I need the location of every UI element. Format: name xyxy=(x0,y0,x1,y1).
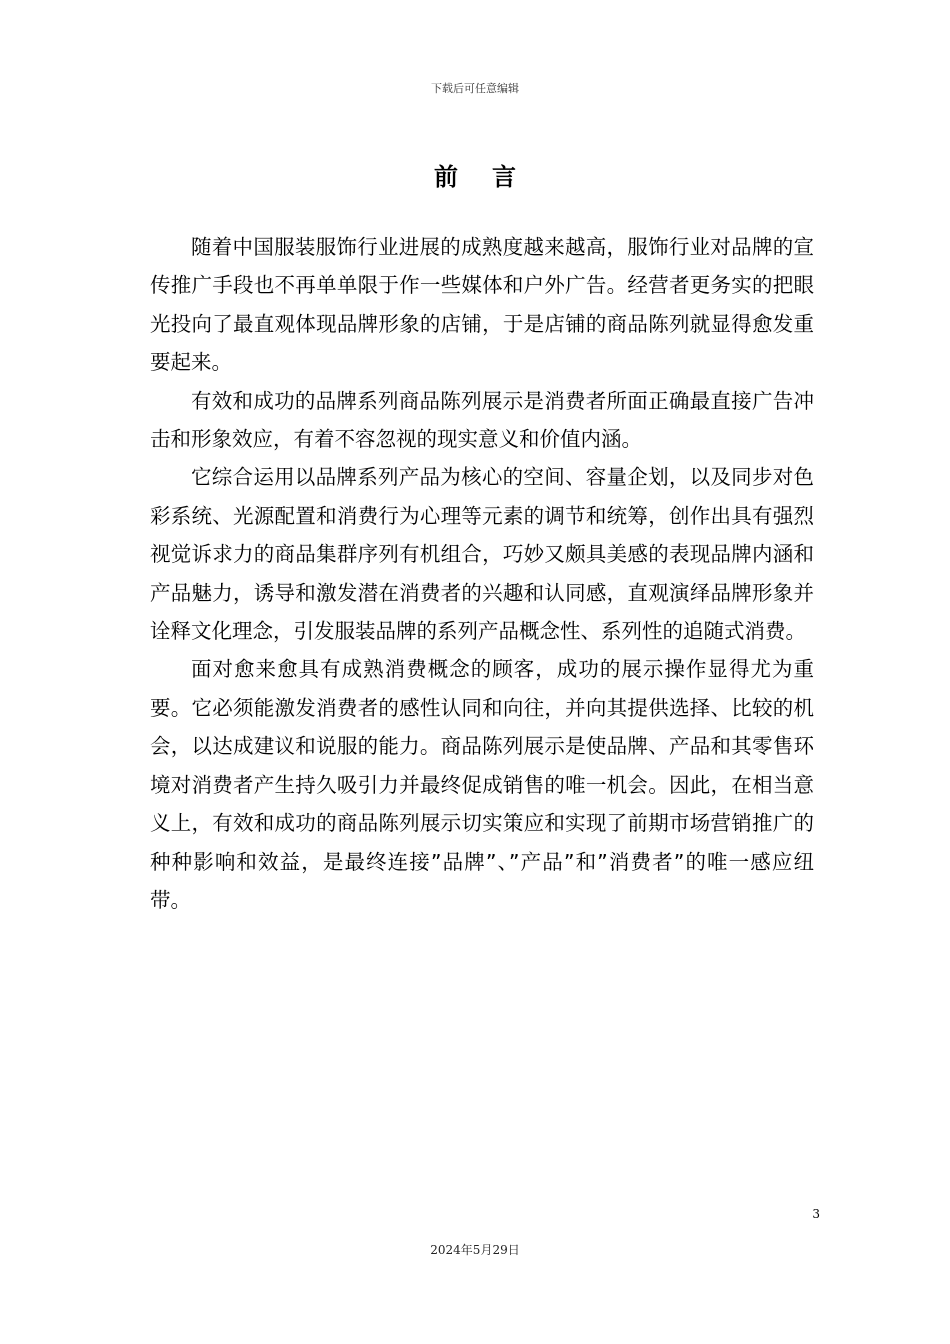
page-number: 3 xyxy=(812,1207,820,1221)
paragraph: 有效和成功的品牌系列商品陈列展示是消费者所面正确最直接广告冲击和形象效应，有着不容忽视的现实意义和价值内涵。 xyxy=(150,388,814,452)
paragraph: 面对愈来愈具有成熟消费概念的顾客，成功的展示操作显得尤为重要。它必须能激发消费者的感性认同和向往，并向其提供选择、比较的机会，以达成建议和说服的能力。商品陈列展示是使品牌、产品和其零售环境对消费者产生持久吸引力并最终促成销售的唯一机会。因此，在相当意义上，有效和成功的商品陈列展示切实策应和实现了前期市场营销推广的种种影响和效益，是最终连接”品牌”、”产品”和”消费者”的唯一感应纽带。 xyxy=(150,657,814,912)
document-body xyxy=(150,228,814,919)
footer-date: 2024年5月29日 xyxy=(430,1243,520,1257)
paragraph: 随着中国服装服饰行业进展的成熟度越来越高，服饰行业对品牌的宣传推广手段也不再单单限于作一些媒体和户外广告。经营者更务实的把眼光投向了最直观体现品牌形象的店铺，于是店铺的商品陈列就显得愈发重要起来。 xyxy=(150,235,814,375)
header-note: 下载后可任意编辑 xyxy=(431,82,519,95)
paragraph: 它综合运用以品牌系列产品为核心的空间、容量企划，以及同步对色彩系统、光源配置和消费行为心理等元素的调节和统筹，创作出具有强烈视觉诉求力的商品集群序列有机组合，巧妙又颇具美感的表现品牌内涵和产品魅力，诱导和激发潜在消费者的兴趣和认同感，直观演绎品牌形象并诠释文化理念，引发服装品牌的系列产品概念性、系列性的追随式消费。 xyxy=(150,465,814,644)
page-title: 前言 xyxy=(434,163,550,191)
